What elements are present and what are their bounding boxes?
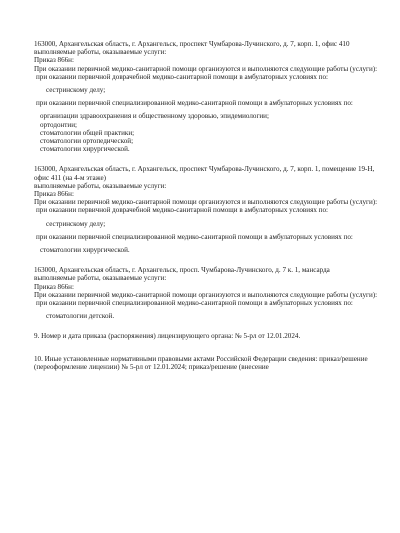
service-item: стоматологии детской. (46, 312, 115, 321)
service-item: ортодонтии; (40, 120, 77, 129)
subsection-prehospital: при оказании первичной доврачебной медико-санитарной помощи в амбулаторных условиях по: (36, 206, 328, 215)
address-block-2 (34, 165, 380, 254)
primary-care-text: При оказании первичной медико-санитарной помощи организуются и выполняются следующие работы (услуги): (34, 198, 378, 207)
order-label: Приказ 866н: (34, 56, 74, 65)
document-body (34, 40, 380, 371)
subsection-specialized: при оказании первичной специализированной медико-санитарной помощи в амбулаторных условиях по: (36, 99, 353, 108)
address-line: 163000, Архангельская область, г. Архангельск, проспект Чумбарова-Лучинского, д. 7, корп. 1, офис 410 (34, 40, 350, 48)
works-label: выполняемые работы, оказываемые услуги: (34, 181, 167, 190)
subsection-prehospital: при оказании первичной доврачебной медико-санитарной помощи в амбулаторных условиях по: (36, 72, 328, 81)
service-item: стоматологии ортопедической; (40, 137, 134, 146)
works-label: выполняемые работы, оказываемые услуги: (34, 48, 167, 57)
primary-care-text: При оказании первичной медико-санитарной помощи организуются и выполняются следующие работы (услуги): (34, 64, 378, 73)
subsection-specialized: при оказании первичной специализированной медико-санитарной помощи в амбулаторных условиях по: (36, 299, 353, 308)
subsection-specialized: при оказании первичной специализированной медико-санитарной помощи в амбулаторных условиях по: (36, 232, 353, 241)
address-block-1 (34, 40, 380, 153)
service-item: организации здравоохранения и общественному здоровью, эпидемиологии; (40, 112, 269, 121)
address-line: 163000, Архангельская область, г. Архангельск, проспект Чумбарова-Лучинского, д. 7, корп. 1, помещение 19-Н, офис 411 (на 4-м этаже) (34, 165, 375, 182)
service-item: стоматологии общей практики; (40, 128, 135, 137)
order-number-item: 9. Номер и дата приказа (распоряжения) лицензирующего органа: № 5-рл от 12.01.2024. (34, 332, 301, 341)
order-label: Приказ 866н: (34, 190, 74, 199)
service-item: стоматологии хирургической. (40, 246, 130, 255)
service-item: сестринскому делу; (46, 219, 106, 228)
primary-care-text: При оказании первичной медико-санитарной помощи организуются и выполняются следующие работы (услуги): (34, 290, 378, 299)
service-item: стоматологии хирургической. (40, 145, 130, 154)
address-block-3 (34, 266, 380, 320)
other-info-item: 10. Иные установленные нормативными правовыми актами Российской Федерации сведения: приказ/решение (переоформление лицензии) № 5-рл от 12.01.2024; приказ/решение (внесение (34, 354, 368, 371)
address-line: 163000, Архангельская область, г. Архангельск, просп. Чумбарова-Лучинского, д. 7 к. 1, мансарда (34, 266, 330, 275)
service-item: сестринскому делу; (46, 86, 106, 95)
works-label: выполняемые работы, оказываемые услуги: (34, 274, 167, 283)
order-label: Приказ 866н: (34, 282, 74, 291)
